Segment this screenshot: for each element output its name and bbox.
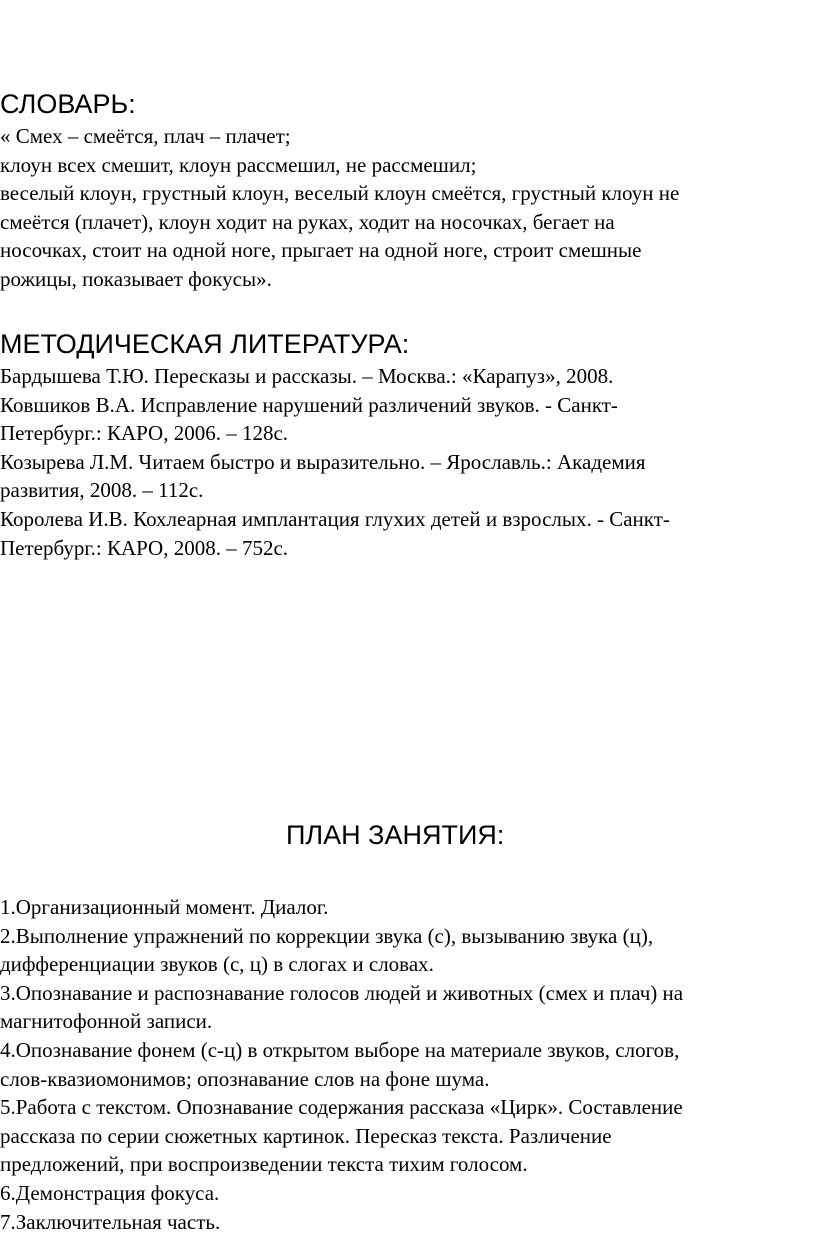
plan-line: дифференциации звуков (с, ц) в слогах и словах.	[0, 952, 434, 977]
literature-line: развития, 2008. – 112с.	[0, 478, 204, 503]
literature-heading: МЕТОДИЧЕСКАЯ ЛИТЕРАТУРА:	[0, 329, 410, 359]
plan-line: рассказа по серии сюжетных картинок. Пересказ текста. Различение	[0, 1123, 612, 1148]
plan-line: 3.Опознавание и распознавание голосов людей и животных (смех и плач) на	[0, 980, 684, 1005]
plan-line: 1.Организационный момент. Диалог.	[0, 895, 329, 919]
plan-line: слов-квазиомонимов; опознавание слов на фоне шума.	[0, 1066, 490, 1091]
dictionary-line: « Смех – смеётся, плач – плачет;	[0, 124, 291, 148]
plan-line: предложений, при воспроизведении текста тихим голосом.	[0, 1152, 528, 1177]
plan-line: 4.Опознавание фонем (с-ц) в открытом выборе на материале звуков, слогов,	[0, 1037, 680, 1062]
dictionary-line: рожицы, показывает фокусы».	[0, 266, 272, 291]
dictionary-line: смеётся (плачет), клоун ходит на руках, ходит на носочках, бегает на	[0, 209, 615, 234]
literature-line: Петербург.: КАРО, 2006. – 128с.	[0, 421, 289, 446]
dictionary-line: веселый клоун, грустный клоун, веселый клоун смеётся, грустный клоун не	[0, 181, 680, 206]
dictionary-line: клоун всех смешит, клоун рассмешил, не рассмешил;	[0, 152, 477, 177]
literature-list	[0, 362, 816, 562]
literature-line: Петербург.: КАРО, 2008. – 752с.	[0, 535, 289, 560]
dictionary-line: носочках, стоит на одной ноге, прыгает на одной ноге, строит смешные	[0, 238, 642, 263]
dictionary-text	[0, 122, 816, 294]
plan-list	[0, 893, 816, 1236]
dictionary-heading: СЛОВАРЬ:	[0, 89, 136, 119]
literature-line: Бардышева Т.Ю. Пересказы и рассказы. – Москва.: «Карапуз», 2008.	[0, 364, 614, 388]
plan-line: 7.Заключительная часть.	[0, 1209, 221, 1234]
literature-line: Королева И.В. Кохлеарная имплантация глухих детей и взрослых. - Санкт-	[0, 506, 670, 531]
plan-line: 5.Работа с текстом. Опознавание содержания рассказа «Цирк». Составление	[0, 1095, 683, 1120]
plan-line: магнитофонной записи.	[0, 1009, 213, 1034]
literature-line: Ковшиков В.А. Исправление нарушений различений звуков. - Санкт-	[0, 392, 618, 417]
plan-line: 6.Демонстрация фокуса.	[0, 1180, 220, 1205]
plan-line: 2.Выполнение упражнений по коррекции звука (с), вызыванию звука (ц),	[0, 923, 654, 948]
literature-line: Козырева Л.М. Читаем быстро и выразительно. – Ярославль.: Академия	[0, 449, 646, 474]
plan-heading: ПЛАН ЗАНЯТИЯ:	[286, 820, 505, 850]
